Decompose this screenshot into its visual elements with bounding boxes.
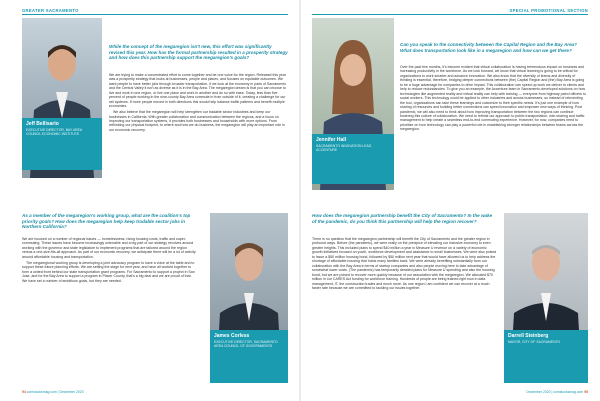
header-rule: [312, 14, 588, 15]
page-number: 95: [584, 390, 588, 394]
caption-jeff-bellisario: [22, 118, 102, 170]
person-title: EXECUTIVE DIRECTOR, SACRAMENTO AREA COUNCIL OF GOVERNMENTS: [214, 340, 278, 349]
person-title: MAYOR, CITY OF SACRAMENTO: [508, 340, 561, 344]
answer-paragraph: Over the past few months, it's become evident that virtual collaboration is having tremendous impact on business and increasing productivity in the workforce. As we look forward, we know that virtual learning is going to be critical for organizations to work smarter and advance innovation. We also know that the diversity of teams and diversity of thinking is essential, therefore, bridging deeper connections between (the) Capital Region and (the) Bay Area is going to be a huge advantage for companies to drive impact. This collaboration can speed up work we deliver to clients and help to reduce redundancies. To give you an example, the Accenture team in Sacramento developed solutions on how technologies like augmented reality and virtual reality can help with training — everyone from highway patrol officers to social workers. This technology could be applied to other industries and across businesses, so instead of reinventing the tool, organizations can take these learnings and customize to their specific needs. It's just one example of how sharing of resources and building better connections can speed innovation and empower new ways of thinking. Post pandemic, we will also need to think about how improving transportation between the two regions can continue fostering this culture of collaboration. We need to rethink our approach to public transportation, ride-sharing and traffic management to help create a seamless end-to-end commuting experience. However, for now, companies need to prioritize on how technology can play a powerful role in establishing stronger relationships between teams across the megaregion.: [400, 65, 586, 132]
question-heading: Can you speak to the connectivity between the Capital Region and the Bay Area? What does transportation look like in a megaregion and how can we get there?: [400, 42, 577, 53]
answer-paragraph: The megaregional working group is developing a joint advocacy program to have a voice at the table and to support these future planning efforts. We are setting the stage for next year, and have all worked together to form a united front behind our state transportation grant programs. For Sacramento to support a project in San Jose, and for the Bay Area to support a program in Placer County, that's a big deal and we are proud of that. We have set a number of ambitious goals, but they are needed.: [22, 260, 195, 283]
question-heading: How does the megaregion partnership benefit the City of Sacramento? In the wake of the pandemic, do you think this partnership will help the region recover?: [312, 213, 493, 224]
answer-paragraph: We are trying to make a concentrated effort to come together and be one voice for the region. Released this year was a prosperity strategy that looks at businesses, people and places, and focuses on equitable outcomes. We want people to have better jobs through broader transportation. If we look at the economy in parts of Sacramento and the Central Valley it isn't as diverse as it is in the Bay Area. The megaregion dream is that you can choose to live and work in one region, or live one place and work in another and do so with ease. Today, less than five percent of people working in the nine-county Bay Area commute in from outside of it, creating a challenge for our rail systems. If more people moved in both directions this would help balance traffic patterns and benefit multiple economies.: [109, 73, 287, 109]
footer-left: [22, 390, 84, 394]
answer-text: [109, 73, 288, 134]
answer-text: [312, 237, 497, 292]
answer-paragraph: We also believe that the megaregion will help strengthen our tradable sector industries and keep our businesses in California. With greater collaboration and communication between the regions, and a focus on improving our transportation systems, it provides both businesses and households with more options. From rethinking our physical footprint, to where and how we do business, the megaregion will play an important role in our economic recovery.: [109, 110, 285, 132]
person-title: SACRAMENTO INNOVATION LEAD, ACCENTURE: [316, 144, 373, 153]
caption-james-corless: [210, 330, 288, 383]
question-heading: While the concept of the megaregion isn't new, this effort was significantly revised this year. How has the formal partnership resulted in a prosperity strategy and how does this partnership support the megaregion's goals?: [109, 44, 288, 61]
right-page: [300, 0, 600, 401]
caption-jennifer-hall: [312, 134, 394, 184]
answer-text: [400, 65, 588, 133]
answer-paragraph: There is no question that the megaregion partnership will benefit the City of Sacramento and the greater region in profound ways. Before (the pandemic), we were really on the precipice of elevating our inclusive economy to even greater heights. This included plans to spend $40 million a year in Measure U revenue on a variety of economic growth initiatives focused on youth, workforce development and assistance to small businesses. We were also poised to issue a $50 million housing bond, followed by $50 million next year that would have allowed us to help address the shortage of affordable housing that holds many families back. We were already benefiting substantially from our collaboration with the Bay Area in terms of startup companies and also people moving here to take advantage of somewhat lower costs. (The pandemic) has temporarily derailed plans for Measure U spending and also the housing bond, but we are poised to recover more quickly because of our association with the megaregion. We allocated $70 million in our CARES Act funding for workforce training. Hundreds of people are being trained right now in data management, IT, the construction trades and much more. As one region I am confident we can recover at a much faster rate because we are committed to tackling our issues together.: [312, 237, 497, 290]
person-title: EXECUTIVE DIRECTOR, BAY AREA COUNCIL ECONOMIC INSTITUTE: [26, 128, 82, 137]
page-number: 94: [22, 390, 26, 394]
person-name: Darrell Steinberg: [508, 333, 549, 339]
footer-text: comstocksmag.com | December 2020: [26, 390, 84, 394]
person-name: James Corless: [214, 333, 250, 339]
caption-darrell-steinberg: [504, 330, 588, 383]
answer-text: [22, 237, 197, 285]
section-header-right: SPECIAL PROMOTIONAL SECTION: [509, 8, 588, 13]
footer-right: [526, 390, 588, 394]
header-rule: [22, 14, 288, 15]
footer-text: December 2020 | comstocksmag.com: [526, 390, 584, 394]
answer-paragraph: We are focused on a number of regional issues — homelessness, rising housing costs, traffic and super-commuting. These issues have become increasingly untenable and a big part of our strategy revolves around working with the governor and state legislature to implement programs that are tailored around the region versus a one-size-fits-all approach. As part of our economic recovery, we anticipate there will be a lot of activity around affordable housing and transportation.: [22, 237, 196, 259]
section-header-left: GREATER SACRAMENTO: [22, 8, 79, 13]
person-name: Jennifer Hall: [316, 137, 347, 143]
person-name: Jeff Bellisario: [26, 121, 59, 127]
question-heading: As a member of the megaregion's working group, what are the coalition's top priority goals? How does the megaregion help keep tradable sector jobs in Northern California?: [22, 213, 191, 230]
